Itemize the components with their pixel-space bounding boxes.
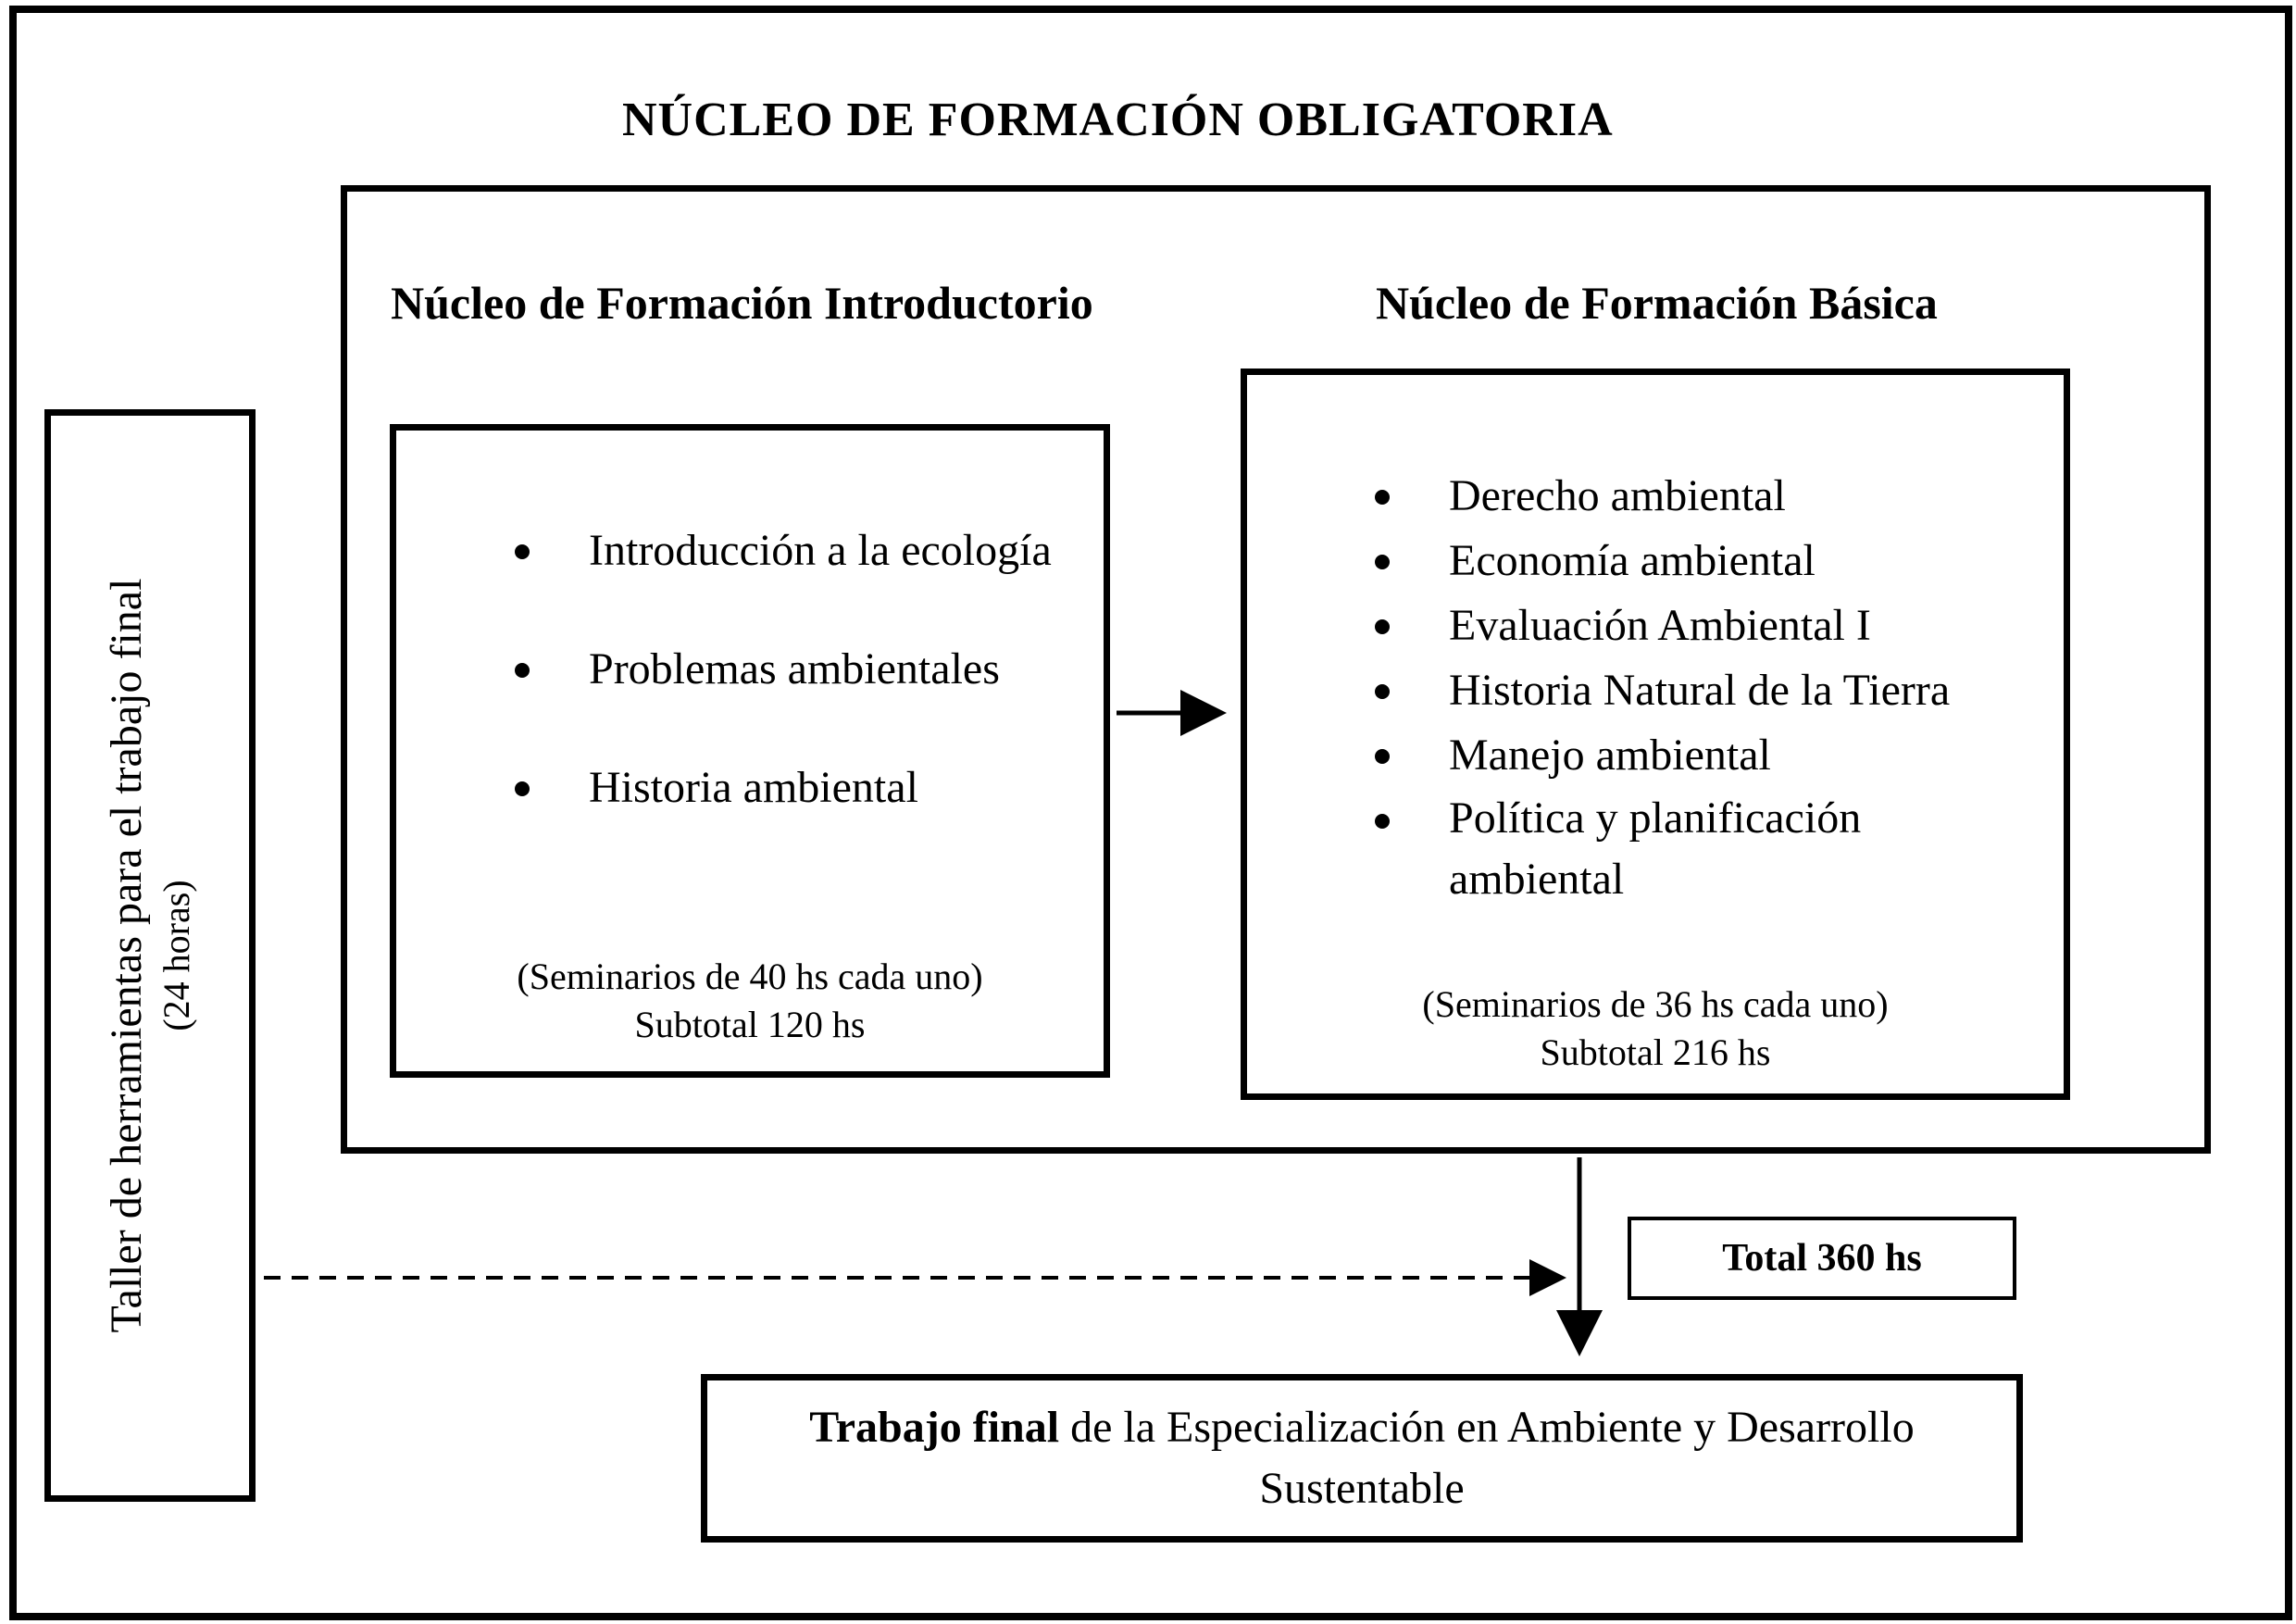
basica-seminar-note: (Seminarios de 36 hs cada uno) bbox=[1422, 983, 1889, 1025]
trabajo-final-rest: de la Especialización en Ambiente y Desarrollo Sustentable bbox=[1070, 1403, 1915, 1513]
list-item: Manejo ambiental bbox=[1356, 723, 2041, 788]
list-item: Introducción a la ecología bbox=[496, 518, 1070, 583]
main-title: NÚCLEO DE FORMACIÓN OBLIGATORIA bbox=[622, 94, 1614, 146]
introductorio-seminar-note: (Seminarios de 40 hs cada uno) bbox=[517, 956, 983, 997]
list-item: Política y planificación ambiental bbox=[1356, 788, 1967, 910]
list-item: Historia ambiental bbox=[496, 756, 1070, 820]
trabajo-final-bold: Trabajo final bbox=[809, 1403, 1060, 1452]
basica-heading: Núcleo de Formación Básica bbox=[1376, 277, 1938, 329]
taller-label: Taller de herramientas para el trabajo final bbox=[102, 578, 151, 1333]
list-item: Problemas ambientales bbox=[496, 637, 1070, 702]
list-item: Evaluación Ambiental I bbox=[1356, 593, 2041, 658]
list-item: Economía ambiental bbox=[1356, 529, 2041, 593]
total-label: Total 360 hs bbox=[1722, 1237, 1922, 1280]
introductorio-heading: Núcleo de Formación Introductorio bbox=[391, 277, 1093, 329]
list-item: Historia Natural de la Tierra bbox=[1356, 658, 2041, 723]
list-item: Derecho ambiental bbox=[1356, 464, 2041, 529]
taller-hours: (24 horas) bbox=[156, 880, 197, 1031]
basica-subtotal: Subtotal 216 hs bbox=[1540, 1031, 1771, 1073]
introductorio-subtotal: Subtotal 120 hs bbox=[634, 1004, 866, 1045]
